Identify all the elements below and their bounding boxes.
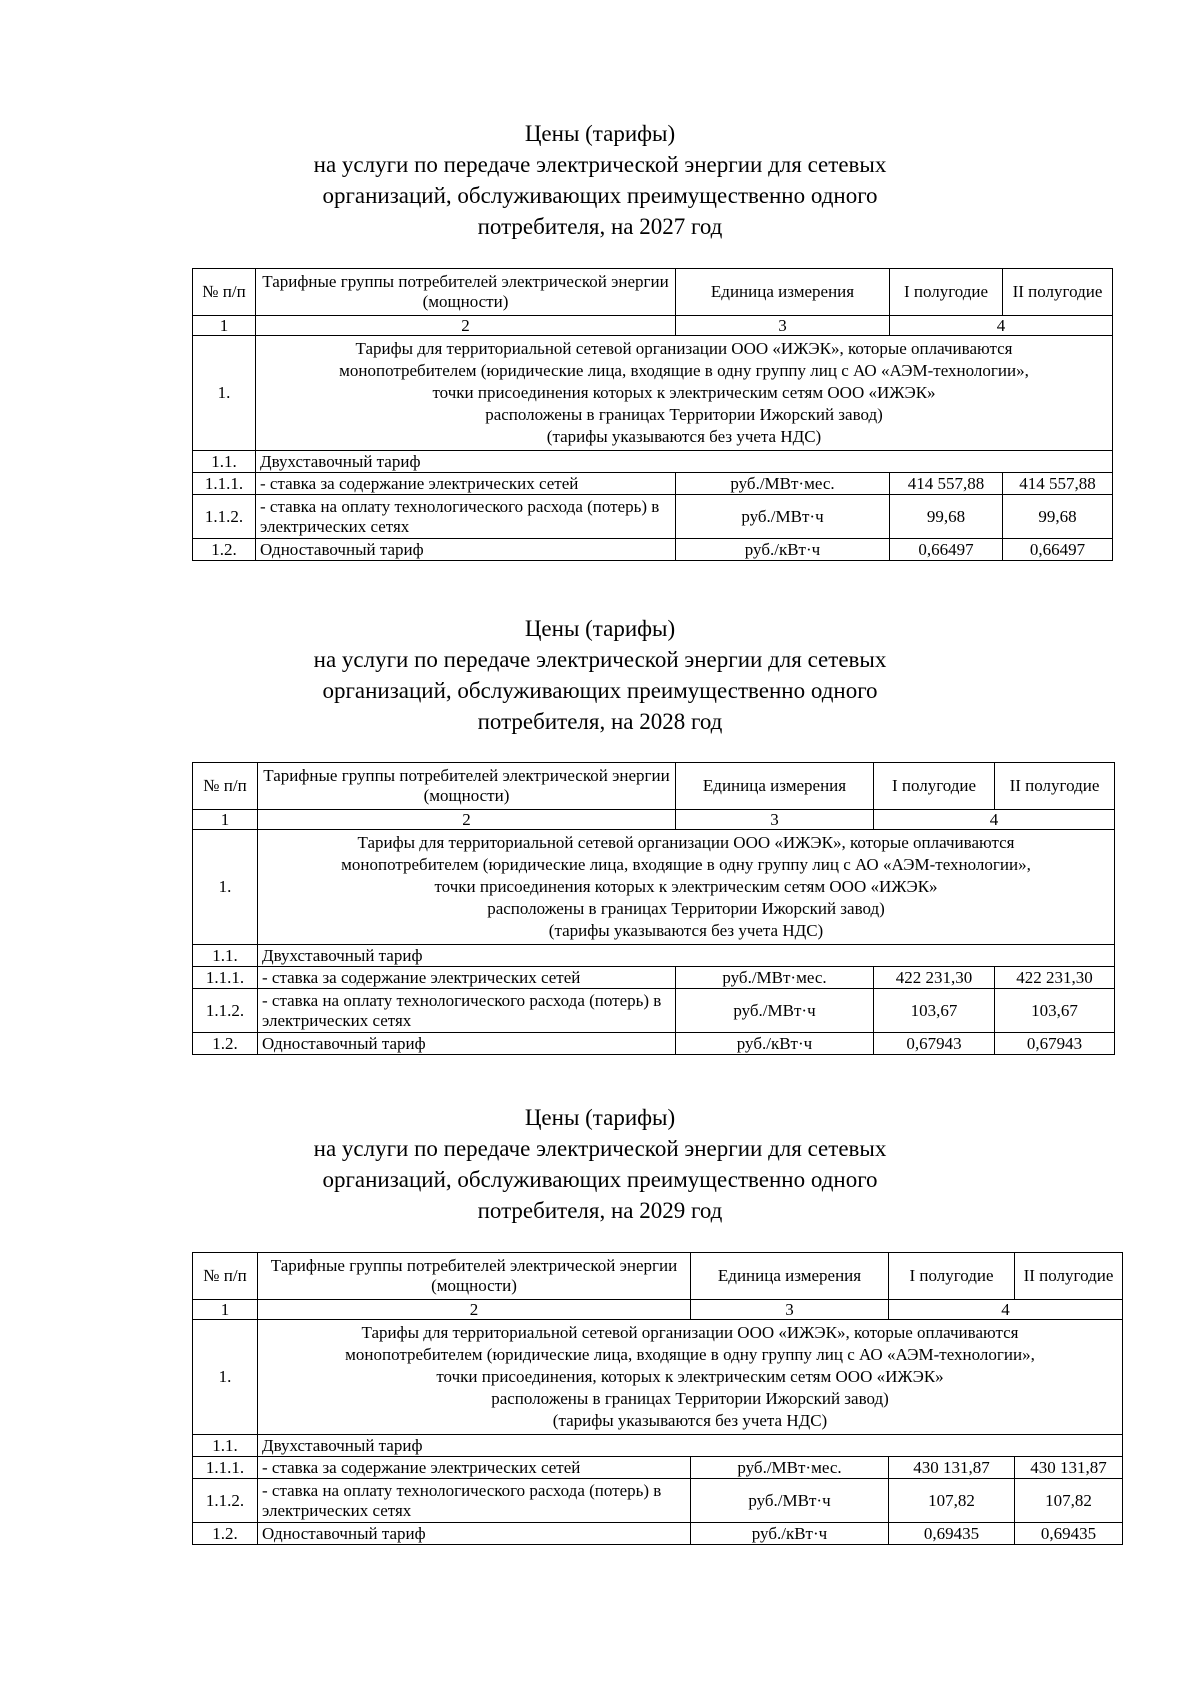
- header-cell: № п/п: [193, 269, 256, 316]
- row-unit: руб./МВт·мес.: [676, 473, 890, 495]
- table-row: [193, 1435, 1123, 1457]
- group-row: [193, 1320, 1123, 1435]
- row-value-h1: 414 557,88: [890, 473, 1003, 495]
- group-text-line: монопотребителем (юридические лица, входящие в одну группу лиц с АО «АЭМ-технологии»,: [339, 361, 1029, 380]
- row-name: Одноставочный тариф: [258, 1523, 691, 1545]
- group-description: [258, 1320, 1123, 1435]
- group-text-line: (тарифы указываются без учета НДС): [548, 921, 824, 940]
- title-line: организаций, обслуживающих преимущественно одного: [322, 678, 878, 703]
- row-name: - ставка на оплату технологического расхода (потерь) в электрических сетях: [258, 989, 676, 1033]
- title-line: потребителя, на 2028 год: [477, 709, 723, 734]
- column-number: 1: [193, 810, 258, 830]
- table-row: [193, 945, 1115, 967]
- row-unit: руб./кВт·ч: [691, 1523, 889, 1545]
- title-line: потребителя, на 2029 год: [477, 1198, 723, 1223]
- title-line: Цены (тарифы): [524, 1105, 676, 1130]
- column-number: 2: [258, 810, 676, 830]
- row-value-h1: 430 131,87: [889, 1457, 1015, 1479]
- column-number: 3: [676, 316, 890, 336]
- row-unit: руб./МВт·мес.: [676, 967, 874, 989]
- row-name: - ставка за содержание электрических сетей: [256, 473, 676, 495]
- column-number: 3: [691, 1300, 889, 1320]
- row-value-h2: 0,67943: [995, 1033, 1115, 1055]
- column-number: 2: [258, 1300, 691, 1320]
- header-cell: II полугодие: [1015, 1253, 1123, 1300]
- group-row: [193, 336, 1113, 451]
- group-text-line: монопотребителем (юридические лица, входящие в одну группу лиц с АО «АЭМ-технологии»,: [341, 855, 1031, 874]
- row-unit: руб./МВт·ч: [691, 1479, 889, 1523]
- row-unit: руб./кВт·ч: [676, 1033, 874, 1055]
- table-row: [193, 1033, 1115, 1055]
- header-cell: Единица измерения: [676, 269, 890, 316]
- tariff-table: [192, 762, 1115, 1055]
- group-text-line: (тарифы указываются без учета НДС): [552, 1411, 828, 1430]
- row-value-h1: 107,82: [889, 1479, 1015, 1523]
- column-number: 3: [676, 810, 874, 830]
- header-cell: № п/п: [193, 763, 258, 810]
- tariff-table: [192, 1252, 1123, 1545]
- section-title: [0, 118, 1200, 242]
- column-number: 4: [874, 810, 1115, 830]
- row-number: 1.1.1.: [193, 473, 256, 495]
- table-row: [193, 539, 1113, 561]
- table-header-row: [193, 763, 1115, 810]
- column-number-row: [193, 810, 1115, 830]
- table-row: [193, 495, 1113, 539]
- column-number: 4: [889, 1300, 1123, 1320]
- column-number-row: [193, 1300, 1123, 1320]
- column-number: 2: [256, 316, 676, 336]
- row-value-h1: 0,67943: [874, 1033, 995, 1055]
- title-line: организаций, обслуживающих преимущественно одного: [322, 183, 878, 208]
- group-text-line: расположены в границах Территории Ижорский завод): [487, 899, 885, 918]
- row-name: Одноставочный тариф: [258, 1033, 676, 1055]
- header-cell: II полугодие: [1003, 269, 1113, 316]
- group-text-line: расположены в границах Территории Ижорский завод): [485, 405, 883, 424]
- group-text-line: точки присоединения которых к электрическим сетям ООО «ИЖЭК»: [432, 383, 936, 402]
- group-description: [258, 830, 1115, 945]
- row-value-h2: 99,68: [1003, 495, 1113, 539]
- table-row: [193, 1479, 1123, 1523]
- row-value-h2: 107,82: [1015, 1479, 1123, 1523]
- column-number-row: [193, 316, 1113, 336]
- row-number: 1.1.1.: [193, 1457, 258, 1479]
- header-cell: Тарифные группы потребителей электрической энергии (мощности): [256, 269, 676, 316]
- row-name: Одноставочный тариф: [256, 539, 676, 561]
- header-cell: Единица измерения: [676, 763, 874, 810]
- row-number: 1.1.: [193, 1435, 258, 1457]
- group-text-line: монопотребителем (юридические лица, входящие в одну группу лиц с АО «АЭМ-технологии»,: [345, 1345, 1035, 1364]
- row-number: 1.2.: [193, 1523, 258, 1545]
- table-header-row: [193, 1253, 1123, 1300]
- group-text-line: точки присоединения, которых к электрическим сетям ООО «ИЖЭК»: [436, 1367, 944, 1386]
- section-title: [0, 1102, 1200, 1226]
- row-value-h1: 103,67: [874, 989, 995, 1033]
- group-text-line: точки присоединения которых к электрическим сетям ООО «ИЖЭК»: [434, 877, 938, 896]
- tariff-table: [192, 268, 1113, 561]
- title-line: потребителя, на 2027 год: [477, 214, 723, 239]
- group-number: 1.: [193, 336, 256, 451]
- table-row: [193, 967, 1115, 989]
- column-number: 1: [193, 316, 256, 336]
- header-cell: I полугодие: [890, 269, 1003, 316]
- table-row: [193, 473, 1113, 495]
- row-number: 1.1.2.: [193, 1479, 258, 1523]
- table-row: [193, 1523, 1123, 1545]
- row-name: - ставка за содержание электрических сетей: [258, 967, 676, 989]
- column-number: 4: [890, 316, 1113, 336]
- row-name: Двухставочный тариф: [258, 1435, 1123, 1457]
- table-row: [193, 1457, 1123, 1479]
- row-name: - ставка за содержание электрических сетей: [258, 1457, 691, 1479]
- header-cell: № п/п: [193, 1253, 258, 1300]
- row-value-h2: 422 231,30: [995, 967, 1115, 989]
- row-number: 1.1.1.: [193, 967, 258, 989]
- group-text-line: Тарифы для территориальной сетевой организации ООО «ИЖЭК», которые оплачиваются: [357, 833, 1015, 852]
- header-cell: Тарифные группы потребителей электрической энергии (мощности): [258, 1253, 691, 1300]
- title-line: Цены (тарифы): [524, 616, 676, 641]
- title-line: на услуги по передаче электрической энергии для сетевых: [313, 1136, 887, 1161]
- row-unit: руб./МВт·ч: [676, 989, 874, 1033]
- group-row: [193, 830, 1115, 945]
- row-number: 1.1.2.: [193, 989, 258, 1033]
- row-value-h1: 422 231,30: [874, 967, 995, 989]
- row-name: Двухставочный тариф: [258, 945, 1115, 967]
- row-value-h2: 103,67: [995, 989, 1115, 1033]
- group-description: [256, 336, 1113, 451]
- table-row: [193, 989, 1115, 1033]
- header-cell: I полугодие: [874, 763, 995, 810]
- title-line: на услуги по передаче электрической энергии для сетевых: [313, 152, 887, 177]
- row-value-h1: 99,68: [890, 495, 1003, 539]
- column-number: 1: [193, 1300, 258, 1320]
- row-unit: руб./МВт·ч: [676, 495, 890, 539]
- row-unit: руб./кВт·ч: [676, 539, 890, 561]
- header-cell: II полугодие: [995, 763, 1115, 810]
- title-line: на услуги по передаче электрической энергии для сетевых: [313, 647, 887, 672]
- row-number: 1.1.: [193, 451, 256, 473]
- group-text-line: Тарифы для территориальной сетевой организации ООО «ИЖЭК», которые оплачиваются: [355, 339, 1013, 358]
- section-title: [0, 613, 1200, 737]
- row-number: 1.2.: [193, 539, 256, 561]
- row-number: 1.2.: [193, 1033, 258, 1055]
- group-number: 1.: [193, 830, 258, 945]
- row-name: Двухставочный тариф: [256, 451, 1113, 473]
- table-row: [193, 451, 1113, 473]
- header-cell: Тарифные группы потребителей электрической энергии (мощности): [258, 763, 676, 810]
- group-text-line: Тарифы для территориальной сетевой организации ООО «ИЖЭК», которые оплачиваются: [361, 1323, 1019, 1342]
- row-value-h2: 0,66497: [1003, 539, 1113, 561]
- table-header-row: [193, 269, 1113, 316]
- group-number: 1.: [193, 1320, 258, 1435]
- group-text-line: расположены в границах Территории Ижорский завод): [491, 1389, 889, 1408]
- header-cell: I полугодие: [889, 1253, 1015, 1300]
- row-number: 1.1.: [193, 945, 258, 967]
- header-cell: Единица измерения: [691, 1253, 889, 1300]
- row-name: - ставка на оплату технологического расхода (потерь) в электрических сетях: [256, 495, 676, 539]
- row-number: 1.1.2.: [193, 495, 256, 539]
- row-unit: руб./МВт·мес.: [691, 1457, 889, 1479]
- title-line: организаций, обслуживающих преимущественно одного: [322, 1167, 878, 1192]
- row-value-h1: 0,66497: [890, 539, 1003, 561]
- row-value-h2: 414 557,88: [1003, 473, 1113, 495]
- row-value-h1: 0,69435: [889, 1523, 1015, 1545]
- title-line: Цены (тарифы): [524, 121, 676, 146]
- row-name: - ставка на оплату технологического расхода (потерь) в электрических сетях: [258, 1479, 691, 1523]
- group-text-line: (тарифы указываются без учета НДС): [546, 427, 822, 446]
- row-value-h2: 0,69435: [1015, 1523, 1123, 1545]
- row-value-h2: 430 131,87: [1015, 1457, 1123, 1479]
